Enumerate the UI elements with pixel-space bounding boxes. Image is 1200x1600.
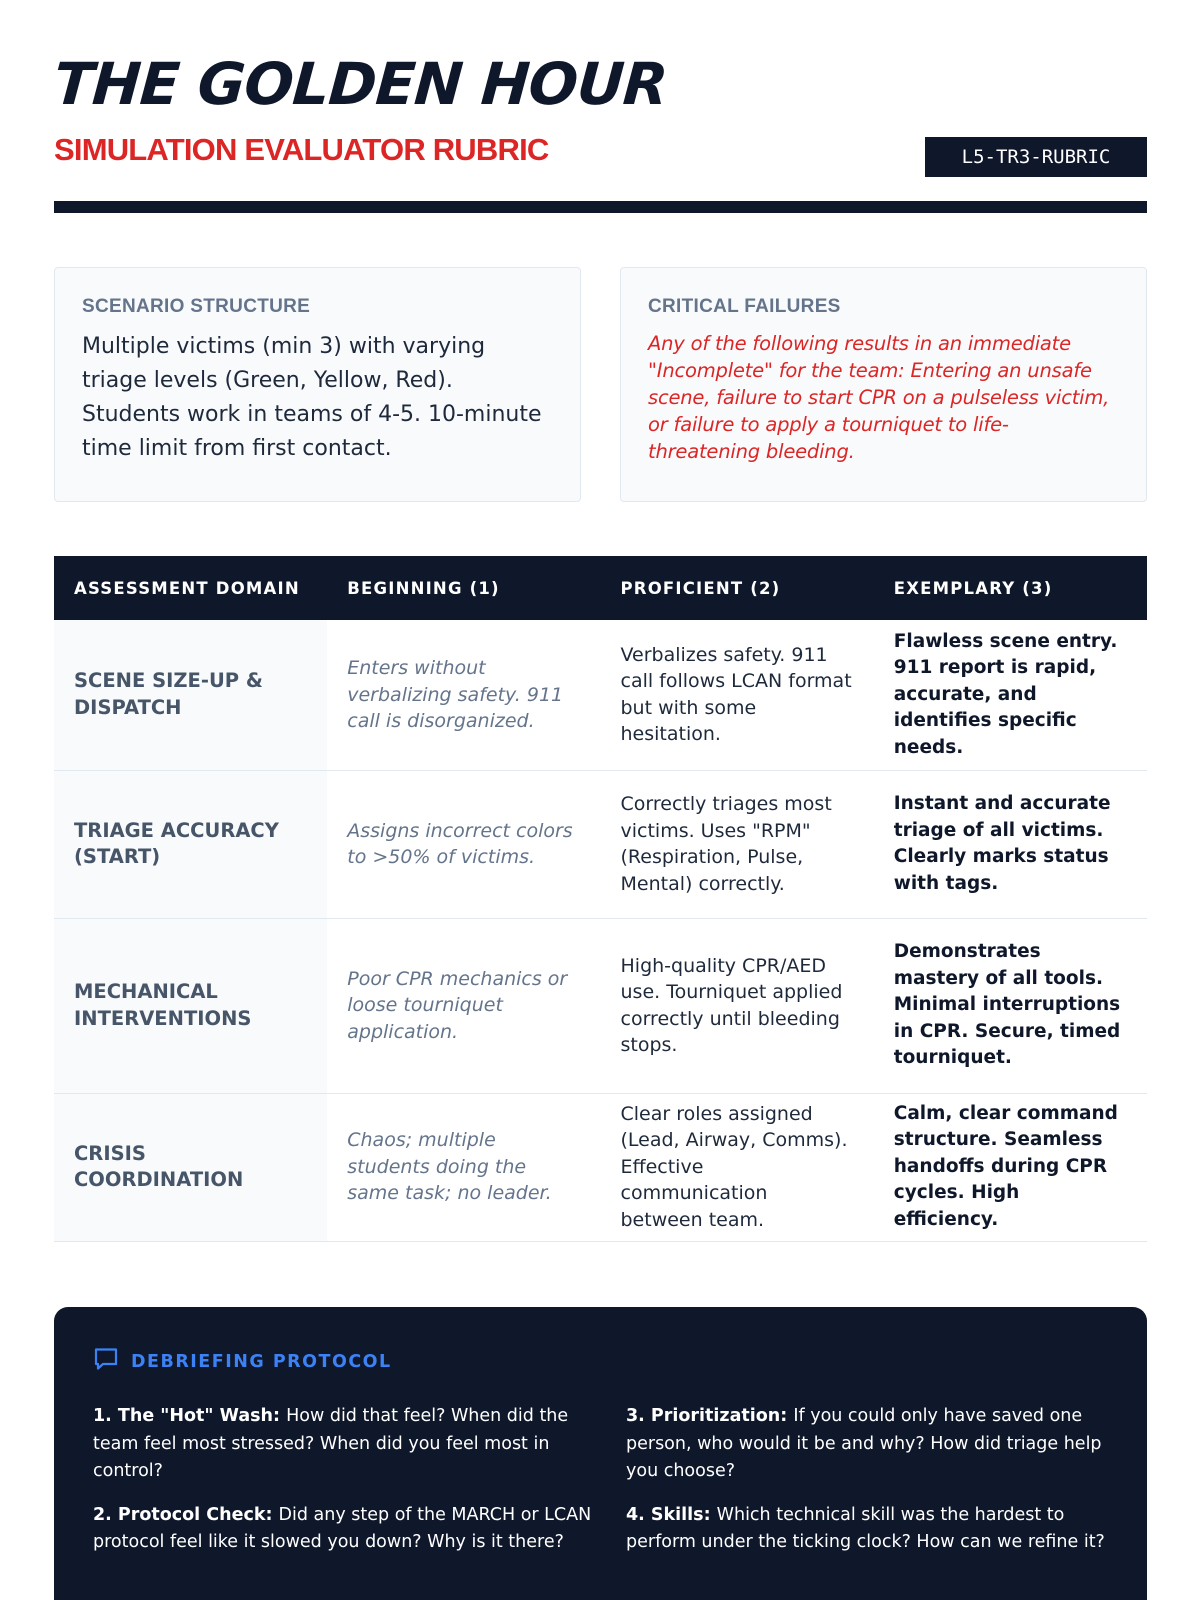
proficient-cell: High-quality CPR/AED use. Tourniquet applied correctly until bleeding stops. [601, 918, 874, 1093]
header-proficient: PROFICIENT (2) [620, 578, 781, 598]
critical-body: Any of the following results in an immediate "Incomplete" for the team: Entering an unsafe scene, failure to start CPR on a pulseless victim, or failure to apply a tourniquet to life-threatening bleeding. [648, 332, 1110, 463]
debrief-item-text: How did that feel? When did the team feel most stressed? When did you feel most in control? [93, 1406, 569, 1481]
domain-cell: SCENE SIZE-UP & DISPATCH [54, 620, 327, 770]
header-domain: ASSESSMENT DOMAIN [74, 578, 300, 598]
debrief-item-label: 1. The "Hot" Wash: [93, 1406, 287, 1426]
proficient-cell: Verbalizes safety. 911 call follows LCAN format but with some hesitation. [601, 620, 874, 770]
table-row [54, 918, 1147, 1093]
rubric-header-row [54, 556, 1147, 620]
debrief-header [93, 1347, 1108, 1376]
header-exemplary: EXEMPLARY (3) [893, 578, 1053, 598]
proficient-cell: Correctly triages most victims. Uses "RPM" (Respiration, Pulse, Mental) correctly. [601, 770, 874, 918]
critical-failures-card [620, 267, 1147, 502]
scenario-structure-card [54, 267, 581, 502]
debrief-item [93, 1403, 593, 1486]
debrief-item-text: Did any step of the MARCH or LCAN protocol feel like it slowed you down? Why is it there? [93, 1504, 592, 1552]
document-header [51, 48, 1147, 168]
document-subtitle: SIMULATION EVALUATOR RUBRIC [54, 132, 549, 167]
beginning-cell: Assigns incorrect colors to >50% of victims. [327, 770, 600, 918]
domain-cell: CRISIS COORDINATION [54, 1093, 327, 1241]
debrief-questions [93, 1403, 1108, 1557]
debrief-item [93, 1502, 593, 1557]
domain-cell: TRIAGE ACCURACY (START) [54, 770, 327, 918]
chat-bubble-icon [93, 1347, 119, 1376]
exemplary-cell: Demonstrates mastery of all tools. Minimal interruptions in CPR. Secure, timed tourniquet. [874, 918, 1147, 1093]
exemplary-cell: Instant and accurate triage of all victims. Clearly marks status with tags. [874, 770, 1147, 918]
beginning-cell: Poor CPR mechanics or loose tourniquet application. [327, 918, 600, 1093]
document-title: THE GOLDEN HOUR [51, 50, 670, 118]
exemplary-cell: Calm, clear command structure. Seamless handoffs during CPR cycles. High efficiency. [874, 1093, 1147, 1241]
table-row [54, 620, 1147, 770]
beginning-cell: Enters without verbalizing safety. 911 call is disorganized. [327, 620, 600, 770]
debrief-item [626, 1502, 1113, 1557]
document-code-badge: L5-TR3-RUBRIC [925, 137, 1147, 177]
header-beginning: BEGINNING (1) [347, 578, 500, 598]
exemplary-cell: Flawless scene entry. 911 report is rapid, accurate, and identifies specific needs. [874, 620, 1147, 770]
domain-cell: MECHANICAL INTERVENTIONS [54, 918, 327, 1093]
beginning-cell: Chaos; multiple students doing the same task; no leader. [327, 1093, 600, 1241]
rubric-table [54, 556, 1147, 1242]
debrief-item [626, 1403, 1113, 1486]
critical-heading: CRITICAL FAILURES [648, 296, 841, 317]
header-divider [54, 201, 1147, 213]
debrief-item-text: Which technical skill was the hardest to perform under the ticking clock? How can we refine it? [626, 1504, 1105, 1552]
scenario-heading: SCENARIO STRUCTURE [82, 296, 311, 317]
proficient-cell: Clear roles assigned (Lead, Airway, Comms). Effective communication between team. [601, 1093, 874, 1241]
table-row [54, 770, 1147, 918]
debrief-item-label: 3. Prioritization: [626, 1406, 794, 1426]
scenario-body: Multiple victims (min 3) with varying triage levels (Green, Yellow, Red). Students work in teams of 4-5. 10-minute time limit from first contact. [82, 334, 542, 461]
debrief-title: DEBRIEFING PROTOCOL [131, 1351, 392, 1372]
debrief-item-text: If you could only have saved one person, who would it be and why? How did triage help you choose? [626, 1406, 1102, 1481]
debrief-item-label: 4. Skills: [626, 1504, 717, 1525]
debrief-item-label: 2. Protocol Check: [93, 1504, 279, 1525]
table-row [54, 1093, 1147, 1241]
debriefing-protocol-panel [54, 1307, 1147, 1600]
